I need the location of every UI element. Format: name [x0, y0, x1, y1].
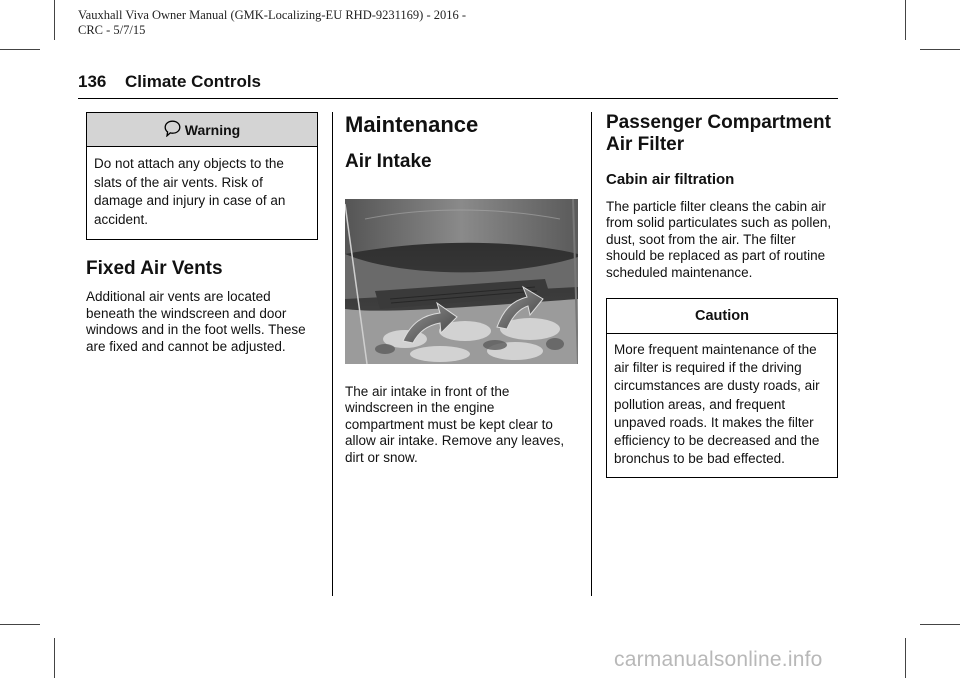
caution-box — [606, 298, 838, 478]
watermark: carmanualsonline.info — [614, 648, 823, 671]
page-number: 136 — [78, 72, 107, 91]
crop-mark — [905, 0, 906, 40]
warning-speech-bubble-icon — [164, 120, 181, 140]
middle-column — [345, 112, 580, 466]
page-header — [78, 70, 838, 99]
cabin-air-filtration-heading: Cabin air filtration — [606, 171, 735, 188]
crop-mark — [0, 49, 40, 50]
meta-line-2: CRC - 5/7/15 — [78, 23, 146, 37]
warning-text: Do not attach any objects to the slats of the air vents. Risk of damage and injury in case of an accident. — [94, 156, 286, 227]
right-column — [606, 112, 842, 478]
air-intake-photo-with-arrows — [345, 199, 578, 364]
crop-mark — [54, 0, 55, 40]
crop-mark — [905, 638, 906, 678]
cabin-filtration-text: The particle filter cleans the cabin air from solid particulates such as pollen, dust, soot from the air. The filter should be replaced as part of routine scheduled maintenance. — [606, 199, 832, 280]
crop-mark — [0, 624, 40, 625]
warning-title: Warning — [184, 121, 241, 138]
caution-text: More frequent maintenance of the air filter is required if the driving circumstances are dusty roads, air pollution areas, and frequent unpaved roads. It makes the filter efficiency to be decreased and the bronchus to be bad effected. — [614, 342, 820, 467]
left-column — [86, 112, 320, 355]
meta-line-1: Vauxhall Viva Owner Manual (GMK-Localizing-EU RHD-9231169) - 2016 - — [78, 8, 467, 22]
air-intake-text: The air intake in front of the windscreen in the engine compartment must be kept clear to allow air intake. Remove any leaves, dirt or snow. — [345, 384, 565, 465]
air-filter-heading: Passenger Compartment Air Filter — [606, 112, 831, 155]
maintenance-heading: Maintenance — [345, 112, 479, 137]
fixed-air-vents-heading: Fixed Air Vents — [86, 258, 223, 280]
caution-header — [607, 299, 837, 334]
air-intake-photo — [345, 199, 580, 364]
warning-box — [86, 112, 318, 240]
crop-mark — [920, 624, 960, 625]
air-intake-heading: Air Intake — [345, 151, 432, 172]
crop-mark — [54, 638, 55, 678]
caution-title: Caution — [695, 308, 749, 325]
column-divider — [332, 112, 333, 596]
column-divider — [591, 112, 592, 596]
warning-header — [87, 113, 317, 147]
fixed-air-vents-text: Additional air vents are located beneath the windscreen and door windows and in the foot wells. These are fixed and cannot be adjusted. — [86, 289, 306, 354]
document-meta — [78, 8, 466, 38]
section-title: Climate Controls — [125, 72, 262, 91]
crop-mark — [920, 49, 960, 50]
